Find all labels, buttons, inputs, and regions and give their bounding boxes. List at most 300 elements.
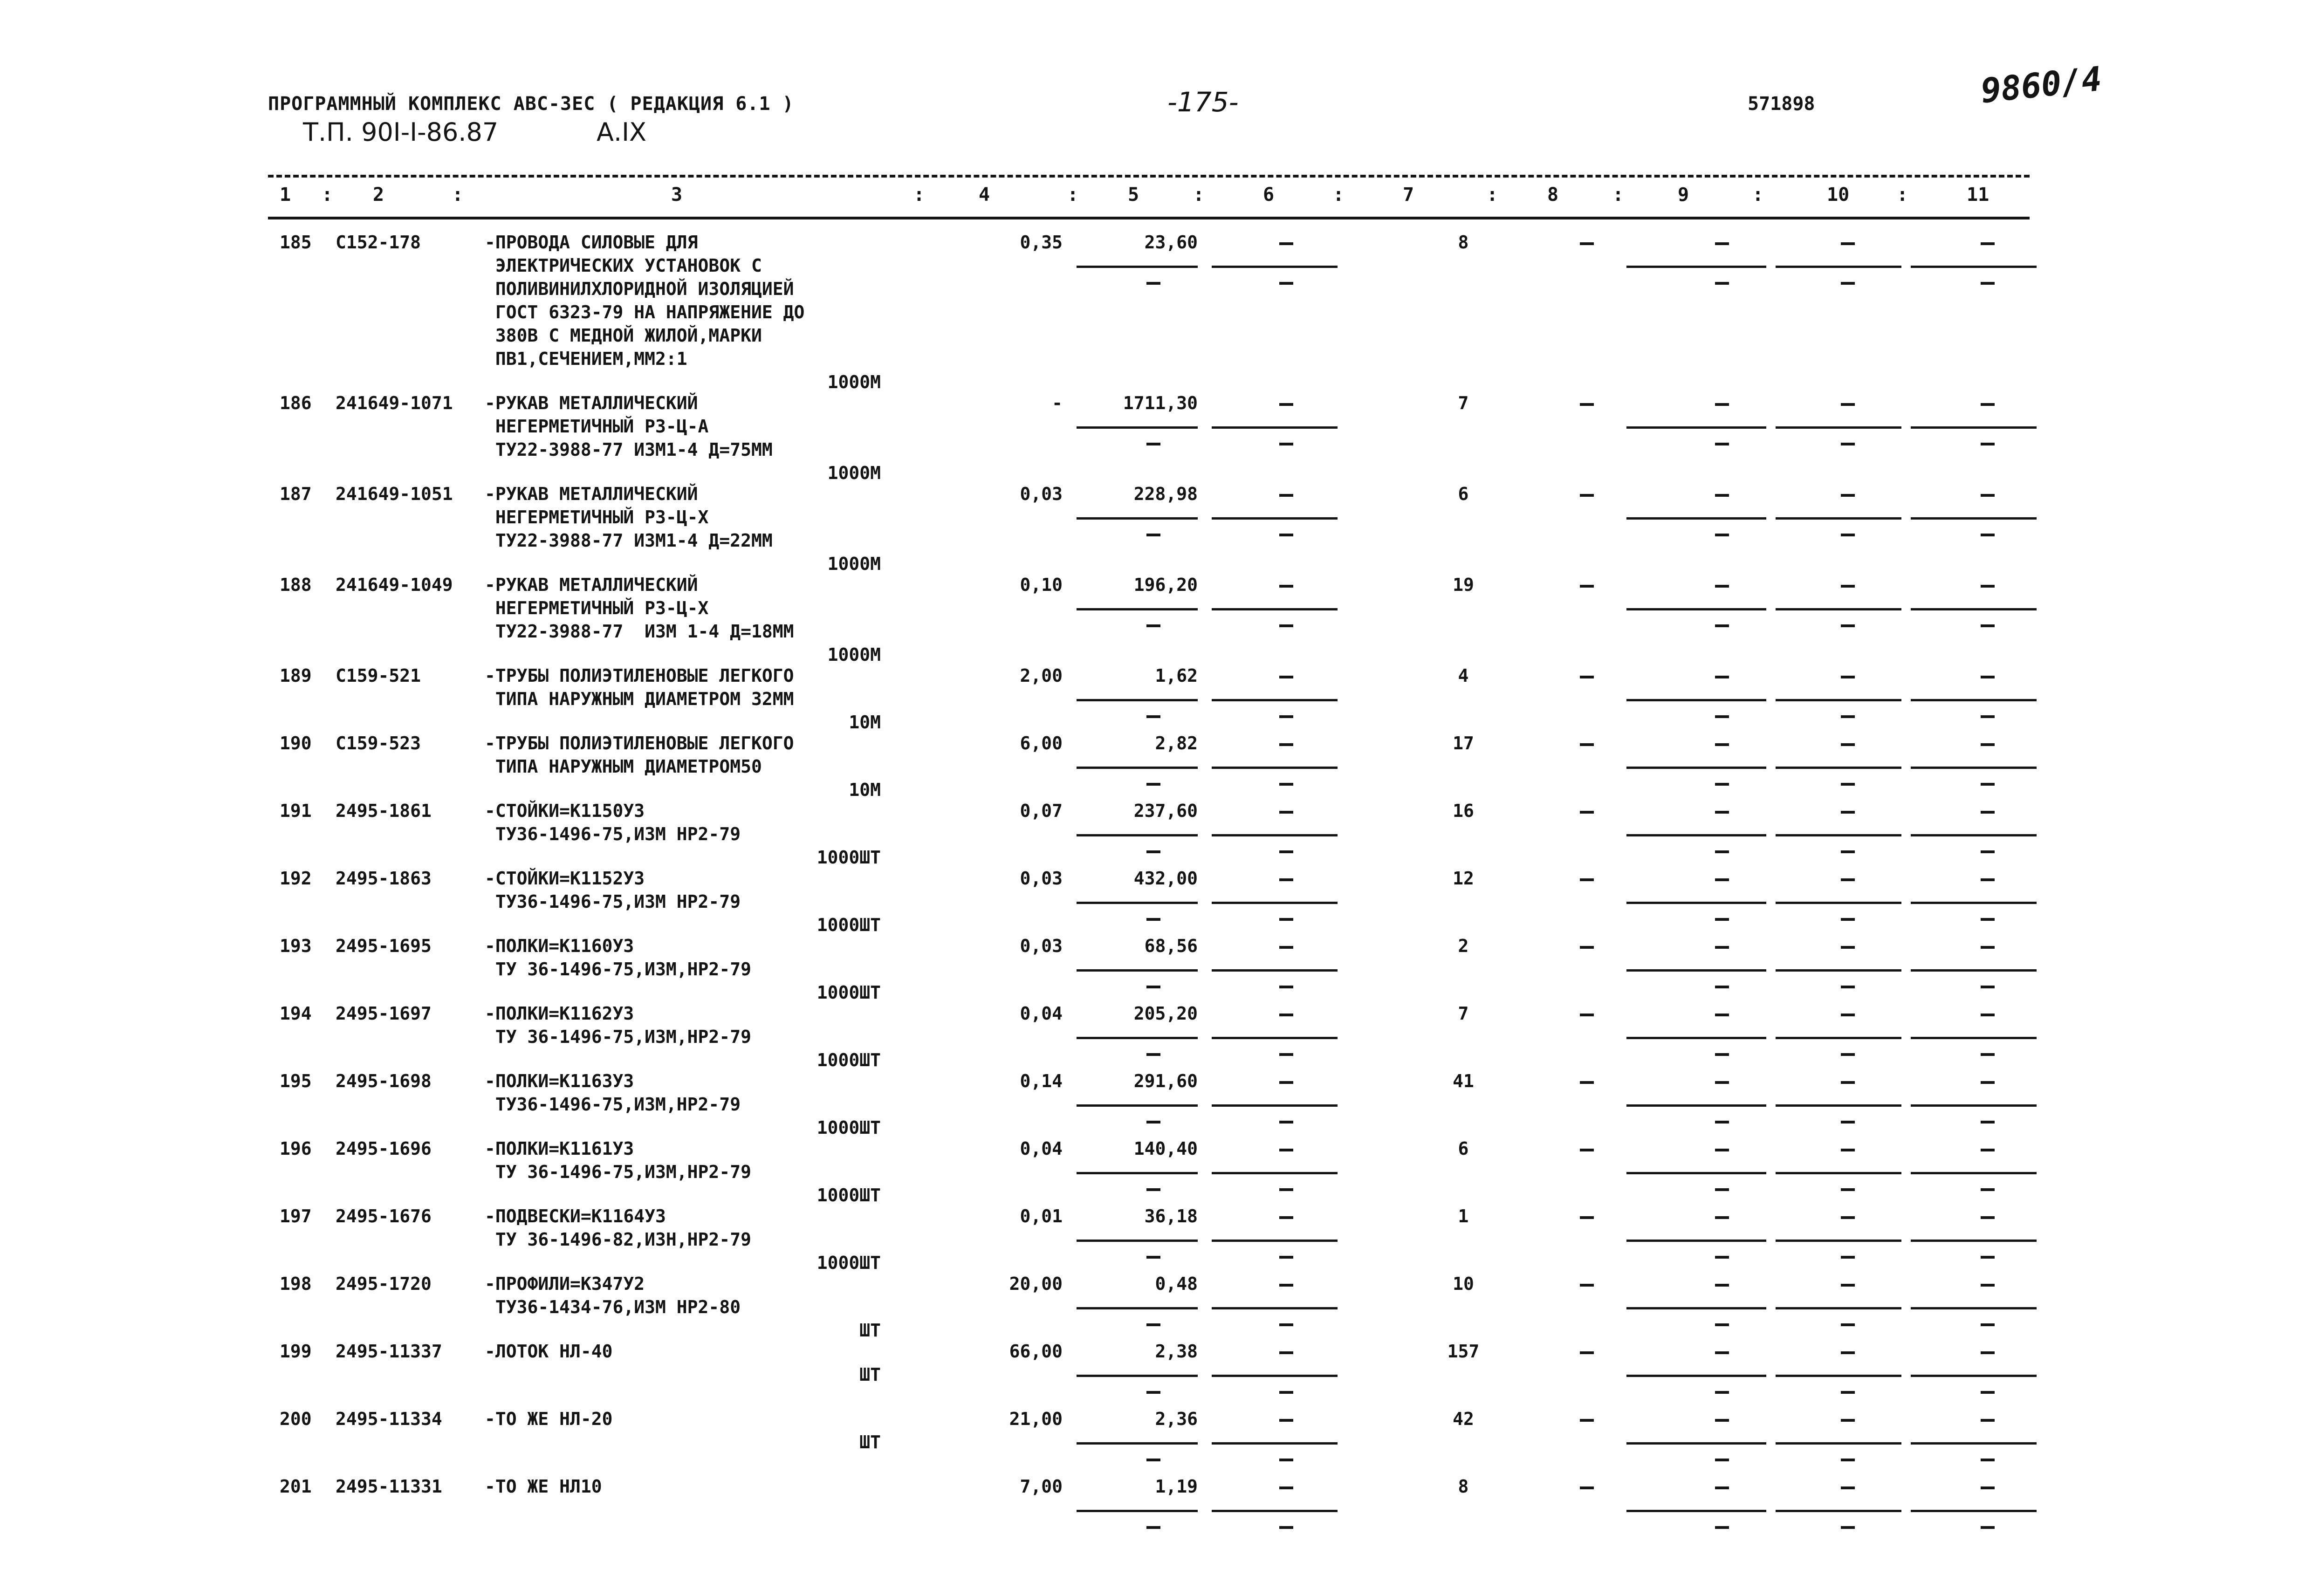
dash-mark [1580, 676, 1594, 678]
dash-mark [1841, 986, 1855, 988]
subtotal-line [1776, 699, 1901, 701]
dash-mark [1146, 624, 1160, 627]
dash-mark [1981, 1121, 1995, 1123]
dash-mark [1279, 986, 1293, 988]
dash-mark [1981, 1284, 1995, 1287]
subtotal-line [1776, 1375, 1901, 1377]
dash-mark [1580, 1216, 1594, 1219]
row-name-line: НЕГЕРМЕТИЧНЫЙ РЗ-Ц-А [485, 416, 709, 437]
subtotal-line [1626, 1037, 1766, 1039]
dash-mark [1279, 1526, 1293, 1529]
subtotal-line [1077, 1375, 1198, 1377]
column-header-4: 4 [979, 184, 990, 205]
row-name-line: ЭЛЕКТРИЧЕСКИХ УСТАНОВОК С [485, 255, 762, 276]
dash-mark [1580, 878, 1594, 881]
dash-mark [1715, 403, 1729, 406]
subtotal-line [1212, 1510, 1338, 1512]
dash-mark [1841, 242, 1855, 245]
row-name-line: ТИПА НАРУЖНЫМ ДИАМЕТРОМ 32ММ [485, 689, 794, 709]
subtotal-line [1626, 1307, 1766, 1309]
subtotal-line [1077, 1307, 1198, 1309]
dash-mark [1841, 1256, 1855, 1259]
row-name-line: ПОЛИВИНИЛХЛОРИДНОЙ ИЗОЛЯЦИЕЙ [485, 279, 794, 299]
dash-mark [1981, 1459, 1995, 1461]
subtotal-line [1911, 1172, 2037, 1174]
dash-mark [1841, 1188, 1855, 1191]
dash-mark [1981, 1216, 1995, 1219]
project-number: Т.П. 90I-I-86.87 [303, 117, 499, 147]
row-name-line: -ПОЛКИ=К1161У3 [485, 1138, 634, 1159]
dash-mark [1715, 811, 1729, 814]
row-number: 186 [280, 393, 312, 413]
dash-mark [1279, 1391, 1293, 1394]
row-name-line: -РУКАВ МЕТАЛЛИЧЕСКИЙ [485, 393, 698, 413]
row-name-line: ТУ 36-1496-82,ИЗН,НР2-79 [485, 1229, 751, 1250]
column-header-5: 5 [1128, 184, 1139, 205]
dash-mark [1580, 494, 1594, 497]
dash-mark [1580, 1419, 1594, 1422]
dash-mark [1715, 715, 1729, 718]
dash-mark [1841, 1459, 1855, 1461]
dash-mark [1146, 282, 1160, 285]
subtotal-line [1077, 1240, 1198, 1242]
row-unit: 1000М [827, 463, 881, 483]
subtotal-line [1776, 1442, 1901, 1445]
dash-mark [1715, 878, 1729, 881]
dash-mark [1981, 715, 1995, 718]
row-unit: ШТ [859, 1364, 881, 1385]
subtotal-line [1626, 902, 1766, 904]
dash-mark [1841, 494, 1855, 497]
dash-mark [1715, 743, 1729, 746]
dash-mark [1841, 1081, 1855, 1084]
subtotal-line [1212, 1104, 1338, 1107]
dash-mark [1981, 850, 1995, 853]
row-unit: 1000ШТ [816, 982, 881, 1003]
row-col4: 0,03 [1020, 936, 1063, 956]
dash-mark [1715, 946, 1729, 949]
row-name-line: ТУ22-3988-77 ИЗМ 1-4 Д=18ММ [485, 621, 794, 642]
dash-mark [1279, 1188, 1293, 1191]
row-code: 2495-11337 [336, 1341, 442, 1362]
dash-mark [1841, 585, 1855, 588]
dash-mark [1981, 282, 1995, 285]
subtotal-line [1776, 1172, 1901, 1174]
row-name-line: ГОСТ 6323-79 НА НАПРЯЖЕНИЕ ДО [485, 302, 805, 322]
row-col5: 23,60 [1144, 232, 1198, 253]
dash-mark [1841, 918, 1855, 921]
dash-mark [1279, 676, 1293, 678]
dash-mark [1841, 1419, 1855, 1422]
dash-mark [1279, 282, 1293, 285]
page-number: -175- [1167, 86, 1239, 118]
row-col4: 7,00 [1020, 1476, 1063, 1497]
row-col5: 432,00 [1133, 868, 1198, 889]
subtotal-line [1776, 517, 1901, 520]
subtotal-line [1776, 767, 1901, 769]
dash-mark [1279, 783, 1293, 786]
subtotal-line [1626, 699, 1766, 701]
row-number: 195 [280, 1071, 312, 1091]
subtotal-line [1626, 1104, 1766, 1107]
dash-mark [1146, 783, 1160, 786]
dash-mark [1841, 1014, 1855, 1016]
row-name-line: ТУ 36-1496-75,ИЗМ,НР2-79 [485, 1027, 751, 1047]
row-col4: 6,00 [1020, 733, 1063, 753]
row-code: 2495-1720 [336, 1274, 432, 1294]
header-rule [268, 217, 2030, 219]
subtotal-line [1626, 1442, 1766, 1445]
row-code: 2495-1696 [336, 1138, 432, 1159]
subtotal-line [1626, 517, 1766, 520]
row-name-line: -ПОЛКИ=К1162У3 [485, 1003, 634, 1024]
row-name-line: -ТО ЖЕ НЛ-20 [485, 1409, 613, 1429]
row-name-line: -ЛОТОК НЛ-40 [485, 1341, 613, 1362]
subtotal-line [1626, 1375, 1766, 1377]
dash-mark [1580, 403, 1594, 406]
row-code: 2495-1698 [336, 1071, 432, 1091]
row-code: С152-178 [336, 232, 421, 253]
dash-mark [1279, 624, 1293, 627]
dash-mark [1279, 403, 1293, 406]
dash-mark [1841, 1526, 1855, 1529]
subtotal-line [1911, 1037, 2037, 1039]
subtotal-line [1911, 834, 2037, 836]
row-unit: ШТ [859, 1320, 881, 1341]
row-col7: 42 [1453, 1409, 1474, 1429]
dash-mark [1146, 1256, 1160, 1259]
dash-mark [1715, 1351, 1729, 1354]
dash-mark [1580, 946, 1594, 949]
dash-mark [1715, 534, 1729, 536]
subtotal-line [1776, 1307, 1901, 1309]
subtotal-line [1077, 517, 1198, 520]
dash-mark [1580, 1081, 1594, 1084]
row-number: 191 [280, 801, 312, 821]
program-title: ПРОГРАММНЫЙ КОМПЛЕКС АВС-3ЕС ( РЕДАКЦИЯ 6.1 ) [268, 93, 794, 115]
row-col5: 140,40 [1133, 1138, 1198, 1159]
dash-mark [1580, 743, 1594, 746]
dash-mark [1715, 1391, 1729, 1394]
row-col5: 1,62 [1155, 665, 1198, 686]
dash-mark [1715, 676, 1729, 678]
subtotal-line [1776, 969, 1901, 972]
subtotal-line [1212, 1172, 1338, 1174]
row-name-line: -РУКАВ МЕТАЛЛИЧЕСКИЙ [485, 575, 698, 595]
row-number: 196 [280, 1138, 312, 1159]
dash-mark [1981, 1188, 1995, 1191]
row-col4: 20,00 [1009, 1274, 1063, 1294]
subtotal-line [1776, 266, 1901, 268]
dash-mark [1841, 282, 1855, 285]
dash-mark [1841, 1121, 1855, 1123]
dash-mark [1580, 1149, 1594, 1151]
subtotal-line [1626, 969, 1766, 972]
row-col7: 8 [1458, 232, 1469, 253]
dash-mark [1279, 878, 1293, 881]
dash-mark [1715, 242, 1729, 245]
subtotal-line [1626, 266, 1766, 268]
row-col7: 7 [1458, 1003, 1469, 1024]
dash-mark [1715, 1081, 1729, 1084]
row-col4: 0,04 [1020, 1003, 1063, 1024]
subtotal-line [1911, 1104, 2037, 1107]
row-col7: 7 [1458, 393, 1469, 413]
dash-mark [1715, 1121, 1729, 1123]
dash-mark [1981, 1256, 1995, 1259]
dash-mark [1981, 918, 1995, 921]
subtotal-line [1911, 1442, 2037, 1445]
subtotal-line [1077, 699, 1198, 701]
row-code: 2495-1863 [336, 868, 432, 889]
dash-mark [1841, 403, 1855, 406]
column-header-7: 7 [1403, 184, 1414, 205]
dash-mark [1841, 1216, 1855, 1219]
row-name-line: -ПОЛКИ=К1163У3 [485, 1071, 634, 1091]
subtotal-line [1776, 608, 1901, 610]
row-code: 2495-1697 [336, 1003, 432, 1024]
subtotal-line [1077, 969, 1198, 972]
row-name-line: ТУ36-1496-75,ИЗМ НР2-79 [485, 891, 741, 912]
row-col4: 0,10 [1020, 575, 1063, 595]
subtotal-line [1212, 969, 1338, 972]
dash-mark [1715, 1323, 1729, 1326]
dash-mark [1981, 1149, 1995, 1151]
dash-mark [1981, 811, 1995, 814]
dash-mark [1841, 624, 1855, 627]
row-unit: 1000ШТ [816, 1050, 881, 1070]
row-col4: 0,04 [1020, 1138, 1063, 1159]
dash-mark [1279, 1256, 1293, 1259]
dash-mark [1146, 1323, 1160, 1326]
row-number: 189 [280, 665, 312, 686]
row-col5: 2,36 [1155, 1409, 1198, 1429]
dash-mark [1841, 1391, 1855, 1394]
dash-mark [1715, 494, 1729, 497]
dash-mark [1841, 534, 1855, 536]
column-header-3: 3 [671, 184, 683, 205]
dash-mark [1146, 534, 1160, 536]
row-name-line: ТУ36-1496-75,ИЗМ НР2-79 [485, 824, 741, 844]
dash-mark [1146, 1391, 1160, 1394]
column-separator: : [1487, 184, 1498, 205]
row-name-line: ТИПА НАРУЖНЫМ ДИАМЕТРОМ50 [485, 756, 762, 777]
row-code: С159-521 [336, 665, 421, 686]
dash-mark [1981, 1014, 1995, 1016]
subtotal-line [1077, 426, 1198, 429]
row-code: 2495-11334 [336, 1409, 442, 1429]
dash-mark [1279, 1081, 1293, 1084]
dash-mark [1146, 1121, 1160, 1123]
dash-mark [1146, 850, 1160, 853]
row-name-line: ТУ22-3988-77 ИЗМ1-4 Д=75ММ [485, 439, 773, 460]
dash-mark [1146, 443, 1160, 445]
row-col4: 0,03 [1020, 868, 1063, 889]
subtotal-line [1911, 608, 2037, 610]
dash-mark [1279, 850, 1293, 853]
subtotal-line [1212, 1307, 1338, 1309]
dash-mark [1981, 624, 1995, 627]
subtotal-line [1077, 1104, 1198, 1107]
row-col5: 291,60 [1133, 1071, 1198, 1091]
dash-mark [1580, 1014, 1594, 1016]
row-name-line: -СТОЙКИ=К1152У3 [485, 868, 645, 889]
row-col7: 4 [1458, 665, 1469, 686]
dash-mark [1279, 585, 1293, 588]
dash-mark [1715, 443, 1729, 445]
row-name-line: -РУКАВ МЕТАЛЛИЧЕСКИЙ [485, 484, 698, 504]
dash-mark [1841, 783, 1855, 786]
column-header-9: 9 [1678, 184, 1689, 205]
subtotal-line [1077, 902, 1198, 904]
subtotal-line [1776, 1240, 1901, 1242]
dash-mark [1715, 1256, 1729, 1259]
subtotal-line [1212, 699, 1338, 701]
subtotal-line [1212, 902, 1338, 904]
subtotal-line [1911, 902, 2037, 904]
top-rule [268, 175, 2030, 178]
dash-mark [1279, 1053, 1293, 1056]
row-code: 2495-11331 [336, 1476, 442, 1497]
row-name-line: -ПРОВОДА СИЛОВЫЕ ДЛЯ [485, 232, 698, 253]
subtotal-line [1626, 1510, 1766, 1512]
column-header-1: 1 [280, 184, 291, 205]
row-col7: 12 [1453, 868, 1474, 889]
album-number: А.IX [597, 117, 647, 147]
dash-mark [1981, 494, 1995, 497]
row-number: 187 [280, 484, 312, 504]
subtotal-line [1077, 1442, 1198, 1445]
subtotal-line [1911, 969, 2037, 972]
dash-mark [1146, 715, 1160, 718]
dash-mark [1981, 743, 1995, 746]
row-col4: 0,35 [1020, 232, 1063, 253]
subtotal-line [1077, 1172, 1198, 1174]
row-number: 193 [280, 936, 312, 956]
dash-mark [1841, 715, 1855, 718]
row-col4: 66,00 [1009, 1341, 1063, 1362]
row-number: 188 [280, 575, 312, 595]
row-col7: 6 [1458, 484, 1469, 504]
row-col5: 205,20 [1133, 1003, 1198, 1024]
dash-mark [1715, 282, 1729, 285]
subtotal-line [1626, 426, 1766, 429]
dash-mark [1580, 242, 1594, 245]
subtotal-line [1626, 1172, 1766, 1174]
row-unit: 10М [849, 712, 881, 733]
dash-mark [1279, 494, 1293, 497]
dash-mark [1841, 1486, 1855, 1489]
row-col5: 0,48 [1155, 1274, 1198, 1294]
row-code: 241649-1051 [336, 484, 453, 504]
subtotal-line [1212, 767, 1338, 769]
row-code: 241649-1071 [336, 393, 453, 413]
column-separator: : [452, 184, 464, 205]
subtotal-line [1776, 426, 1901, 429]
row-unit: 1000ШТ [816, 1117, 881, 1138]
row-unit: 1000ШТ [816, 915, 881, 935]
row-col7: 10 [1453, 1274, 1474, 1294]
row-name-line: ТУ 36-1496-75,ИЗМ,НР2-79 [485, 959, 751, 980]
row-name-line: ТУ 36-1496-75,ИЗМ,НР2-79 [485, 1162, 751, 1182]
row-col7: 157 [1447, 1341, 1480, 1362]
column-separator: : [1067, 184, 1079, 205]
dash-mark [1841, 946, 1855, 949]
dash-mark [1715, 1526, 1729, 1529]
row-col5: 1,19 [1155, 1476, 1198, 1497]
dash-mark [1841, 676, 1855, 678]
dash-mark [1279, 946, 1293, 949]
row-col5: 68,56 [1144, 936, 1198, 956]
row-col5: 1711,30 [1123, 393, 1198, 413]
column-separator: : [1193, 184, 1205, 205]
row-col5: 2,82 [1155, 733, 1198, 753]
subtotal-line [1911, 266, 2037, 268]
dash-mark [1146, 1053, 1160, 1056]
dash-mark [1279, 743, 1293, 746]
row-unit: 10М [849, 780, 881, 800]
column-separator: : [1333, 184, 1345, 205]
row-number: 198 [280, 1274, 312, 1294]
dash-mark [1279, 1323, 1293, 1326]
dash-mark [1580, 1351, 1594, 1354]
row-col7: 2 [1458, 936, 1469, 956]
subtotal-line [1626, 1240, 1766, 1242]
row-col7: 41 [1453, 1071, 1474, 1091]
row-col5: 196,20 [1133, 575, 1198, 595]
subtotal-line [1626, 767, 1766, 769]
dash-mark [1715, 986, 1729, 988]
dash-mark [1981, 403, 1995, 406]
row-col5: 228,98 [1133, 484, 1198, 504]
dash-mark [1981, 676, 1995, 678]
dash-mark [1981, 1323, 1995, 1326]
row-name-line: 380В С МЕДНОЙ ЖИЛОЙ,МАРКИ [485, 325, 762, 346]
dash-mark [1279, 1121, 1293, 1123]
row-col4: 2,00 [1020, 665, 1063, 686]
dash-mark [1981, 1391, 1995, 1394]
dash-mark [1981, 1351, 1995, 1354]
sheet-mark: 9860/4 [1979, 59, 2104, 111]
dash-mark [1279, 1216, 1293, 1219]
dash-mark [1841, 811, 1855, 814]
row-col4: 0,14 [1020, 1071, 1063, 1091]
subtotal-line [1212, 834, 1338, 836]
dash-mark [1279, 1419, 1293, 1422]
subtotal-line [1776, 1037, 1901, 1039]
dash-mark [1715, 1149, 1729, 1151]
document-code: 571898 [1748, 93, 1815, 115]
subtotal-line [1911, 517, 2037, 520]
row-name-line: ПВ1,СЕЧЕНИЕМ,ММ2:1 [485, 349, 687, 369]
subtotal-line [1077, 767, 1198, 769]
dash-mark [1279, 1351, 1293, 1354]
row-col4: 0,01 [1020, 1206, 1063, 1226]
column-separator: : [322, 184, 333, 205]
dash-mark [1981, 443, 1995, 445]
subtotal-line [1911, 1240, 2037, 1242]
dash-mark [1715, 918, 1729, 921]
column-separator: : [1752, 184, 1764, 205]
dash-mark [1715, 1486, 1729, 1489]
dash-mark [1841, 1284, 1855, 1287]
row-number: 200 [280, 1409, 312, 1429]
dash-mark [1146, 986, 1160, 988]
row-name-line: -ТРУБЫ ПОЛИЭТИЛЕНОВЫЕ ЛЕГКОГО [485, 733, 794, 753]
dash-mark [1279, 443, 1293, 445]
dash-mark [1981, 783, 1995, 786]
dash-mark [1981, 986, 1995, 988]
